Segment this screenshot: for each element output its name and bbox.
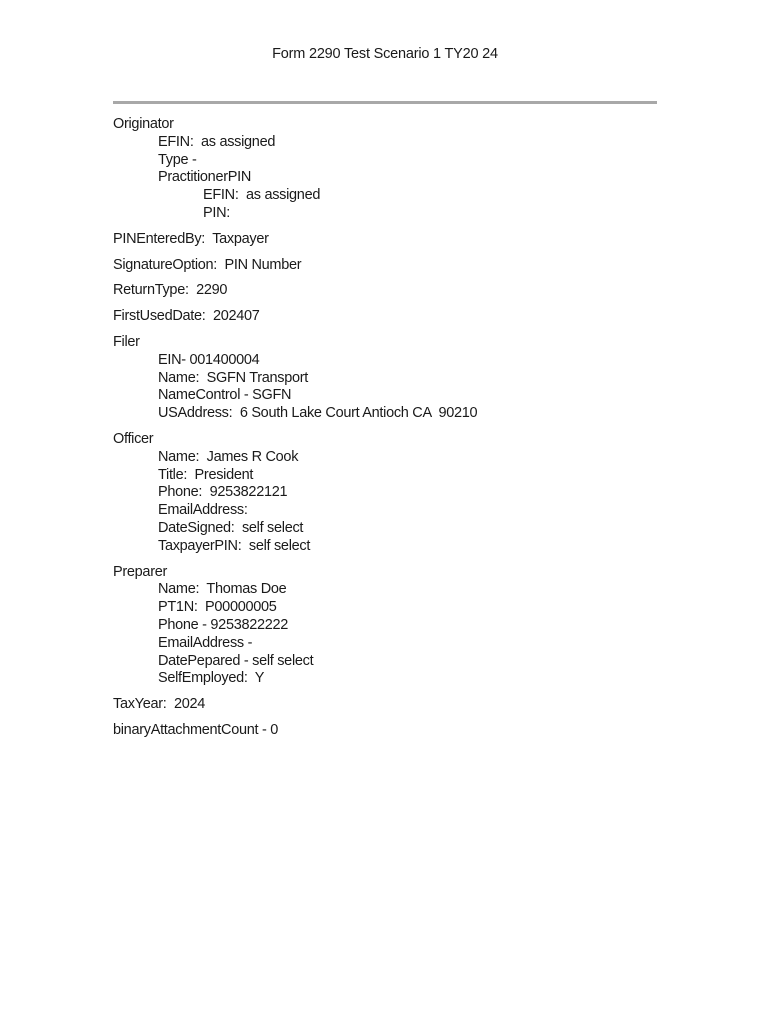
filer-name: Name: SGFN Transport — [158, 369, 309, 386]
return-type: ReturnType: 2290 — [113, 282, 228, 299]
preparer-section — [113, 564, 713, 689]
originator-heading: Originator — [113, 116, 174, 132]
officer-name: Name: James R Cook — [158, 448, 299, 465]
preparer-email: EmailAddress - — [158, 634, 253, 651]
preparer-date-prepared: DatePepared - self select — [158, 652, 314, 669]
officer-heading: Officer — [113, 430, 154, 447]
officer-date-signed: DateSigned: self select — [158, 519, 304, 536]
filer-heading: Filer — [113, 333, 140, 350]
tax-year: TaxYear: 2024 — [113, 696, 206, 713]
binary-attachment-count: binaryAttachmentCount - 0 — [113, 721, 278, 738]
filer-ein: EIN- 001400004 — [158, 351, 260, 368]
originator-section — [113, 116, 713, 223]
practitioner-pin-heading: PractitionerPIN — [158, 169, 252, 186]
filer-section — [113, 334, 713, 423]
officer-email: EmailAddress: — [158, 502, 248, 519]
officer-section — [113, 431, 713, 556]
preparer-heading: Preparer — [113, 563, 168, 580]
practitioner-efin: EFIN: as assigned — [203, 187, 321, 204]
signature-option: SignatureOption: PIN Number — [113, 256, 302, 273]
originator-type: Type - — [158, 151, 197, 168]
officer-phone: Phone: 9253822121 — [158, 484, 288, 501]
preparer-self-employed: SelfEmployed: Y — [158, 670, 265, 687]
preparer-phone: Phone - 9253822222 — [158, 616, 289, 633]
pin-entered-by: PINEnteredBy: Taxpayer — [113, 230, 269, 247]
filer-us-address: USAddress: 6 South Lake Court Antioch CA 90210 — [158, 405, 478, 422]
practitioner-pin: PIN: — [203, 204, 230, 221]
officer-taxpayer-pin: TaxpayerPIN: self select — [158, 537, 311, 554]
document-body — [113, 116, 713, 740]
page-title: Form 2290 Test Scenario 1 TY20 24 — [272, 46, 498, 62]
header-divider — [113, 101, 657, 104]
preparer-ptin: PT1N: P00000005 — [158, 599, 277, 616]
preparer-name: Name: Thomas Doe — [158, 581, 287, 598]
originator-efin: EFIN: as assigned — [158, 133, 276, 150]
first-used-date: FirstUsedDate: 202407 — [113, 308, 260, 325]
filer-name-control: NameControl - SGFN — [158, 387, 292, 404]
officer-title: Title: President — [158, 466, 254, 483]
